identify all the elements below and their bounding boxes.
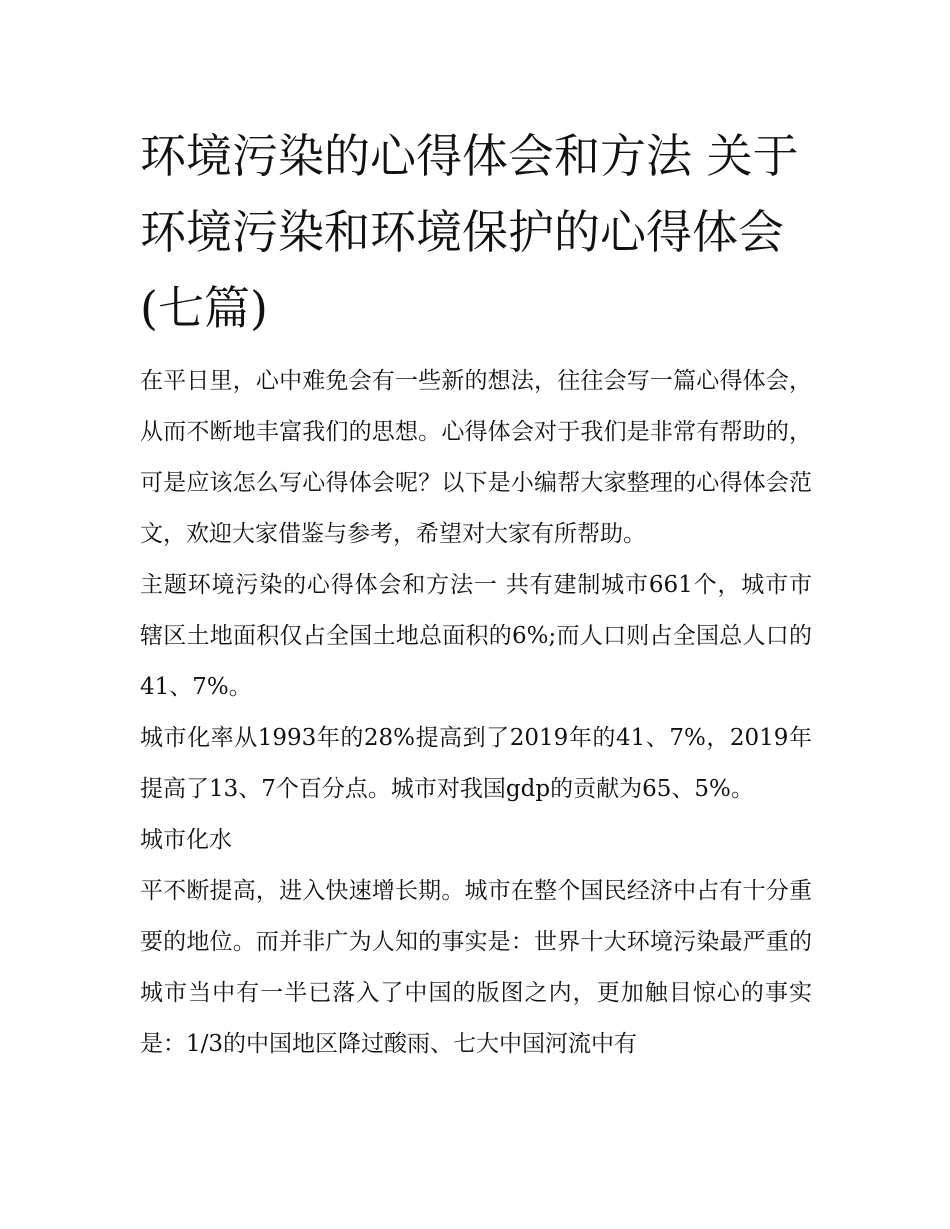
document-content <box>140 118 812 1070</box>
body-paragraph-4: 平不断提高，进入快速增长期。城市在整个国民经济中占有十分重要的地位。而并非广为人知的事实是：世界十大环境污染最严重的城市当中有一半已落入了中国的版图之内，更加触目惊心的事实是：1/3的中国地区降过酸雨、七大中国河流中有 <box>140 878 812 1057</box>
intro-paragraph: 在平日里，心中难免会有一些新的想法，往往会写一篇心得体会，从而不断地丰富我们的思想。心得体会对于我们是非常有帮助的，可是应该怎么写心得体会呢？以下是小编帮大家整理的心得体会范文，欢迎大家借鉴与参考，希望对大家有所帮助。 <box>140 368 812 547</box>
document-title: 环境污染的心得体会和方法 关于环境污染和环境保护的心得体会(七篇) <box>140 129 799 335</box>
body-paragraph-3: 城市化水 <box>140 827 232 853</box>
body-paragraph-2: 城市化率从1993年的28%提高到了2019年的41、7%，2019年提高了13、7个百分点。城市对我国gdp的贡献为65、5%。 <box>140 725 812 802</box>
body-paragraph-1: 主题环境污染的心得体会和方法一 共有建制城市661个，城市市辖区土地面积仅占全国土地总面积的6%;而人口则占全国总人口的41、7%。 <box>140 572 812 700</box>
